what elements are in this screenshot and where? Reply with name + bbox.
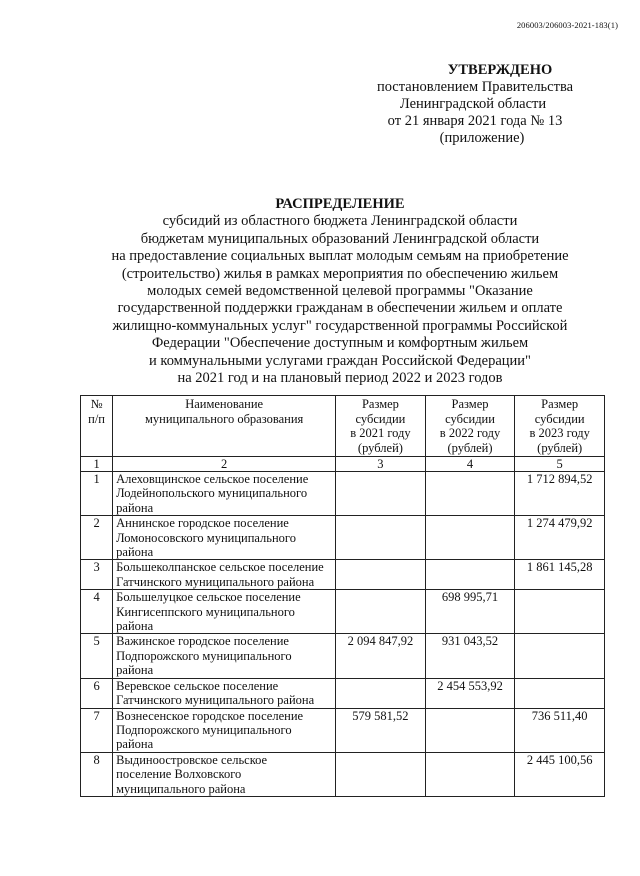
- name-line: Кингисеппского муниципального: [116, 604, 295, 619]
- table-row: [81, 516, 605, 560]
- column-number: 2: [113, 457, 336, 472]
- document-heading: [60, 196, 620, 387]
- amount-2023: [515, 678, 605, 708]
- column-number: 4: [425, 457, 515, 472]
- header-text: Размер: [541, 397, 579, 411]
- amount-2021: [336, 678, 426, 708]
- header-2023: [515, 396, 605, 457]
- header-text: в 2023 году: [529, 426, 590, 440]
- name-line: Алеховщинское сельское поселение: [116, 472, 309, 486]
- name-line: Большеколпанское сельское поселение: [116, 560, 324, 575]
- table-row: [81, 472, 605, 516]
- amount-2022: [425, 472, 515, 516]
- header-num: [81, 396, 113, 457]
- municipality-name: [113, 472, 336, 516]
- header-2021: [336, 396, 426, 457]
- amount-2022: 2 454 553,92: [425, 678, 515, 708]
- table-header-row: [81, 396, 605, 457]
- name-line: Лодейнопольского муниципального: [116, 486, 308, 501]
- municipality-name: [113, 634, 336, 678]
- name-line: района: [116, 737, 154, 752]
- municipality-name: [113, 560, 336, 590]
- approval-line: постановлением Правительства: [376, 79, 574, 95]
- name-line: района: [116, 500, 154, 515]
- heading-line: (строительство) жилья в рамках мероприятия по обеспечению жильем: [121, 265, 559, 282]
- row-number: 7: [81, 708, 113, 752]
- heading-line: и коммунальными услугами граждан Российской Федерации": [149, 352, 531, 369]
- row-number: 5: [81, 634, 113, 678]
- column-number: 1: [81, 457, 113, 472]
- name-line: Подпорожского муниципального: [116, 722, 292, 737]
- amount-2021: 579 581,52: [336, 708, 426, 752]
- name-line: Веревское сельское поселение: [116, 678, 279, 693]
- municipality-name: [113, 752, 336, 796]
- name-line: Подпорожского муниципального: [116, 648, 292, 663]
- name-line: Аннинское городское поселение: [116, 516, 289, 531]
- column-number-row: [81, 457, 605, 472]
- amount-2021: [336, 590, 426, 634]
- header-text: (рублей): [357, 440, 403, 455]
- name-line: района: [116, 545, 154, 560]
- municipality-name: [113, 590, 336, 634]
- amount-2023: 1 274 479,92: [515, 516, 605, 560]
- name-line: Гатчинского муниципального района: [116, 693, 315, 708]
- header-text: в 2021 году: [350, 426, 411, 440]
- heading-line: бюджетам муниципальных образований Ленинградской области: [140, 230, 540, 247]
- distribution-table: [80, 395, 605, 797]
- amount-2023: 1 861 145,28: [515, 560, 605, 590]
- approval-block: [360, 62, 580, 147]
- document-number: 206003/206003-2021-183(1): [516, 20, 618, 30]
- row-number: 4: [81, 590, 113, 634]
- approval-line: (приложение): [439, 130, 525, 146]
- row-number: 2: [81, 516, 113, 560]
- header-text: субсидии: [445, 411, 495, 426]
- amount-2022: [425, 708, 515, 752]
- municipality-name: [113, 708, 336, 752]
- heading-line: на предоставление социальных выплат молодым семьям на приобретение: [111, 248, 569, 265]
- amount-2023: [515, 634, 605, 678]
- column-number: 5: [515, 457, 605, 472]
- header-text: в 2022 году: [439, 426, 501, 440]
- amount-2021: [336, 752, 426, 796]
- name-line: Большелуцкое сельское поселение: [116, 590, 301, 605]
- table-row: [81, 752, 605, 796]
- name-line: поселение Волховского: [116, 767, 242, 782]
- row-number: 1: [81, 472, 113, 516]
- name-line: района: [116, 663, 154, 678]
- column-number: 3: [336, 457, 426, 472]
- header-text: Размер: [361, 397, 399, 411]
- header-text: субсидии: [534, 411, 585, 426]
- amount-2023: 1 712 894,52: [515, 472, 605, 516]
- header-text: Наименование: [185, 397, 264, 411]
- table-row: [81, 678, 605, 708]
- amount-2021: [336, 472, 426, 516]
- amount-2021: [336, 560, 426, 590]
- approval-title: УТВЕРЖДЕНО: [447, 62, 553, 78]
- heading-line: молодых семей ведомственной целевой программы "Оказание: [147, 283, 533, 300]
- approval-line: от 21 января 2021 года № 13: [387, 113, 563, 129]
- municipality-name: [113, 516, 336, 560]
- name-line: Вознесенское городское поселение: [116, 708, 304, 723]
- amount-2023: 2 445 100,56: [515, 752, 605, 796]
- header-text: (рублей): [537, 440, 583, 455]
- table-row: [81, 708, 605, 752]
- amount-2022: [425, 516, 515, 560]
- heading-line: Федерации "Обеспечение доступным и комфортным жильем: [151, 335, 529, 352]
- header-text: муниципального образования: [144, 411, 304, 426]
- header-text: (рублей): [447, 440, 493, 455]
- name-line: Важинское городское поселение: [116, 634, 289, 649]
- heading-line: жилищно-коммунальных услуг" государственной программы Российской: [112, 317, 568, 334]
- approval-line: Ленинградской области: [399, 96, 547, 112]
- name-line: муниципального района: [116, 781, 246, 796]
- header-text: п/п: [88, 411, 105, 426]
- name-line: Гатчинского муниципального района: [116, 574, 315, 589]
- table-row: [81, 590, 605, 634]
- table-row: [81, 634, 605, 678]
- heading-line: на 2021 год и на плановый период 2022 и 2023 годов: [177, 370, 503, 387]
- header-text: №: [90, 397, 103, 411]
- amount-2022: [425, 560, 515, 590]
- heading-line: субсидий из областного бюджета Ленинградской области: [162, 213, 518, 230]
- header-name: [113, 396, 336, 457]
- amount-2021: [336, 516, 426, 560]
- amount-2023: 736 511,40: [515, 708, 605, 752]
- row-number: 3: [81, 560, 113, 590]
- amount-2022: 931 043,52: [425, 634, 515, 678]
- name-line: района: [116, 619, 154, 634]
- amount-2022: 698 995,71: [425, 590, 515, 634]
- heading-line: государственной поддержки гражданам в обеспечении жильем и оплате: [117, 300, 563, 317]
- row-number: 6: [81, 678, 113, 708]
- header-text: субсидии: [355, 411, 406, 426]
- name-line: Ломоносовского муниципального: [116, 530, 296, 545]
- row-number: 8: [81, 752, 113, 796]
- heading-title: РАСПРЕДЕЛЕНИЕ: [275, 196, 405, 212]
- amount-2023: [515, 590, 605, 634]
- amount-2022: [425, 752, 515, 796]
- name-line: Выдиноостровское сельское: [116, 752, 268, 767]
- table-row: [81, 560, 605, 590]
- header-2022: [425, 396, 515, 457]
- municipality-name: [113, 678, 336, 708]
- amount-2021: 2 094 847,92: [336, 634, 426, 678]
- header-text: Размер: [451, 397, 489, 411]
